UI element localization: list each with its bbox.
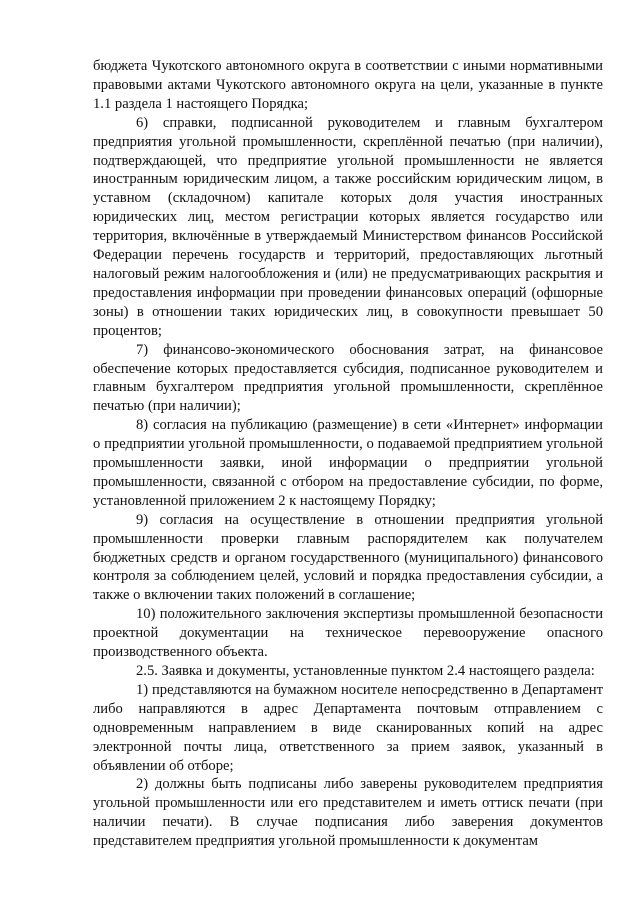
document-page xyxy=(93,57,603,851)
paragraph-section-2-5: 2.5. Заявка и документы, установленные пунктом 2.4 настоящего раздела: xyxy=(136,663,595,679)
paragraph-item-9-audit-consent: 9) согласия на осуществление в отношении предприятия угольной промышленности проверки главным распорядителем как получателем бюджетных средств и органом государственного (муниципального) финансового контроля за соблюдением целей, условий и порядка предоставления субсидии, а также о включении таких положений в соглашение; xyxy=(93,511,603,604)
paragraph-2-5-item-2: 2) должны быть подписаны либо заверены руководителем предприятия угольной промышленности или его представителем и иметь оттиск печати (при наличии печати). В случае подписания либо заверения документов представителем предприятия угольной промышленности к документам xyxy=(93,776,603,850)
paragraph-item-7-economic-justification: 7) финансово-экономического обоснования затрат, на финансовое обеспечение которых предоставляется субсидия, подписанное руководителем и главным бухгалтером предприятия угольной промышленности, скреплённое печатью (при наличии); xyxy=(93,341,603,415)
paragraph-item-6-certificate: 6) справки, подписанной руководителем и главным бухгалтером предприятия угольной промышленности, скреплённой печатью (при наличии), подтверждающей, что предприятие угольной промышленности не является иностранным юридическим лицом, а также российским юридическим лицом, в уставном (складочном) капитале которых доля участия иностранных юридических лиц, местом регистрации которых является государство или территория, включённые в утверждаемый Министерством финансов Российской Федерации перечень государств и территорий, предоставляющих льготный налоговый режим налогообложения и (или) не предусматривающих раскрытия и предоставления информации при проведении финансовых операций (офшорные зоны) в отношении таких юридических лиц, в совокупности превышает 50 процентов; xyxy=(93,114,603,339)
paragraph-2-5-item-1: 1) представляются на бумажном носителе непосредственно в Департамент либо направляются в адрес Департамента почтовым отправлением с одновременным направлением в виде сканированных копий на адрес электронной почты лица, ответственного за прием заявок, указанный в объявлении об отборе; xyxy=(93,681,603,774)
paragraph-item-8-publication-consent: 8) согласия на публикацию (размещение) в сети «Интернет» информации о предприятии угольной промышленности, о подаваемой предприятием угольной промышленности заявки, иной информации о предприятии угольной промышленности, связанной с отбором на предоставление субсидии, по форме, установленной приложением 2 к настоящему Порядку; xyxy=(93,417,603,509)
paragraph-item-10-safety-expertise: 10) положительного заключения экспертизы промышленной безопасности проектной документации на техническое перевооружение опасного производственного объекта. xyxy=(93,606,603,661)
paragraph-budget-continuation: бюджета Чукотского автономного округа в соответствии с иными нормативными правовыми актами Чукотского автономного округа на цели, указанные в пункте 1.1 раздела 1 настоящего Порядка; xyxy=(93,58,603,112)
